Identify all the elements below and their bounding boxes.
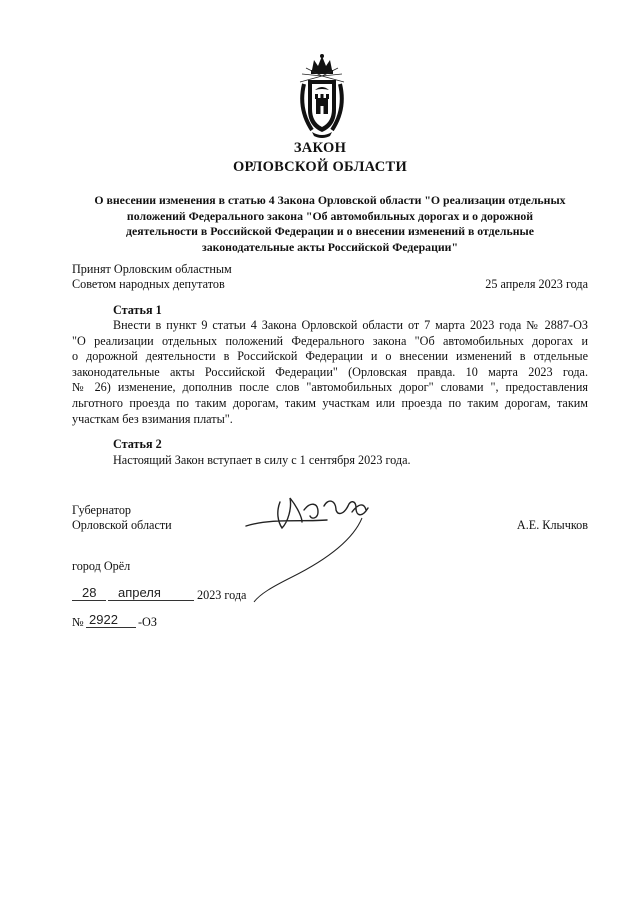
signatory-position-line-1: Губернатор (72, 503, 132, 517)
article-1-line: законодательные акты Российской Федерации" (Орловская правда. 10 марта 2023 года. (72, 364, 588, 379)
signing-day: 28 (82, 585, 97, 600)
law-subject (72, 193, 588, 255)
number-prefix: № (72, 615, 84, 629)
number-underline (86, 627, 136, 628)
adoption-line-1: Принят Орловским областным (72, 262, 232, 276)
number-suffix: -ОЗ (138, 615, 157, 629)
subject-line: законодательные акты Российской Федерации" (201, 239, 459, 254)
region-title: ОРЛОВСКОЙ ОБЛАСТИ (232, 159, 408, 175)
signatory-name: А.Е. Клычков (516, 518, 588, 532)
article-1-body (72, 318, 588, 427)
article-1-line: участкам без взимания платы". (72, 411, 233, 426)
subject-line: О внесении изменения в статью 4 Закона Орловской области "О реализации отдельных (94, 193, 566, 207)
signing-year: 2023 года (197, 588, 247, 602)
article-1-line: льготного проезда по таким дорогам, таким участкам или проезда по таким дорогам, таким (72, 395, 588, 410)
signatory-position-line-2: Орловской области (72, 518, 172, 532)
document-type-title: ЗАКОН (293, 140, 347, 156)
article-2-heading: Статья 2 (113, 437, 162, 451)
day-underline (72, 600, 106, 601)
adoption-line-2: Советом народных депутатов (72, 277, 225, 291)
article-1-heading: Статья 1 (113, 303, 162, 317)
adoption-date: 25 апреля 2023 года (485, 277, 588, 291)
subject-line: положений Федерального закона "Об автомобильных дорогах и о дорожной (126, 208, 534, 223)
city-label: город Орёл (72, 559, 131, 573)
article-1-line: "О реализации отдельных положений Федерального закона "Об автомобильных дорогах и (72, 333, 588, 348)
law-number: 2922 (89, 612, 118, 627)
subject-line: деятельности в Российской Федерации и о внесении изменений в отдельные (125, 224, 534, 239)
article-1-line: Внести в пункт 9 статьи 4 Закона Орловской области от 7 марта 2023 года № 2887-ОЗ (113, 318, 588, 332)
article-2-text: Настоящий Закон вступает в силу с 1 сентября 2023 года. (113, 453, 411, 467)
handwritten-signature (232, 482, 392, 612)
article-1-line: о дорожной деятельности в Российской Федерации и о внесении изменений в отдельные (72, 349, 588, 364)
month-underline (108, 600, 194, 601)
orel-region-coat-of-arms (298, 54, 346, 138)
article-1-line: № 26) изменение, дополнив после слов "автомобильных дорог" словами ", предоставления (72, 380, 588, 395)
signing-month: апреля (118, 585, 161, 600)
